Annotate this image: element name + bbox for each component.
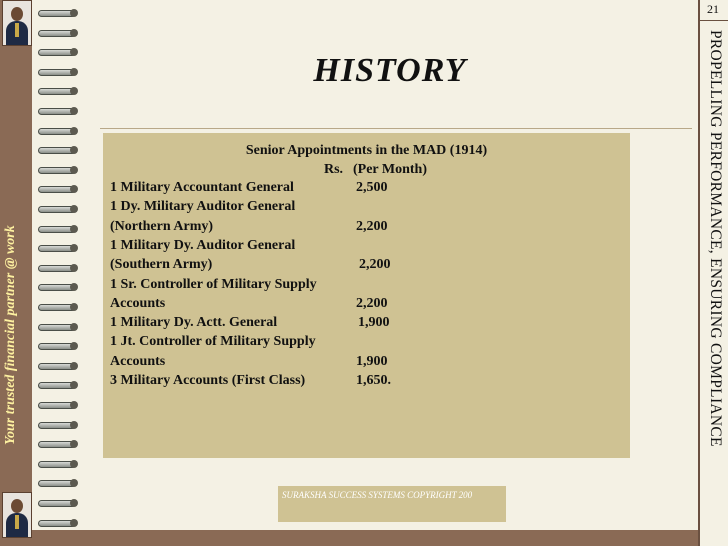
presenter-photo-top xyxy=(2,0,32,46)
spiral-ring xyxy=(36,380,80,390)
spiral-ring xyxy=(36,28,80,38)
ring-hole xyxy=(70,323,78,331)
appointment-label: (Southern Army) xyxy=(110,257,213,273)
spiral-ring xyxy=(36,322,80,332)
appointment-row xyxy=(110,180,388,196)
spiral-ring xyxy=(36,263,80,273)
ring-hole xyxy=(70,166,78,174)
ring-hole xyxy=(70,264,78,272)
appointment-row xyxy=(110,238,295,254)
appointment-label: 1 Jt. Controller of Military Supply xyxy=(110,334,316,350)
ring-hole xyxy=(70,225,78,233)
appointment-amount: 2,500 xyxy=(356,180,388,195)
appointment-amount: 2,200 xyxy=(356,218,388,234)
ring-hole xyxy=(70,48,78,56)
appointment-label: Accounts xyxy=(110,295,166,311)
ring-hole xyxy=(70,303,78,311)
rs-label: Rs. xyxy=(324,162,344,177)
appointment-row xyxy=(110,353,388,370)
appointment-label: Accounts xyxy=(110,353,166,369)
ring-hole xyxy=(70,421,78,429)
spiral-ring xyxy=(36,8,80,18)
ring-hole xyxy=(70,87,78,95)
appointment-row xyxy=(110,257,391,273)
ring-hole xyxy=(70,29,78,37)
appointment-row xyxy=(110,218,388,235)
appointment-row xyxy=(110,199,295,215)
copyright-text: SURAKSHA SUCCESS SYSTEMS COPYRIGHT 200 xyxy=(282,490,473,500)
presenter-photo-bottom xyxy=(2,492,32,538)
copyright-box xyxy=(278,486,506,522)
side-slogan: PROPELLING PERFORMANCE, ENSURING COMPLIANCE xyxy=(707,30,724,447)
spiral-ring xyxy=(36,282,80,292)
spiral-ring xyxy=(36,106,80,116)
page-number: 21 xyxy=(707,2,719,16)
appointment-label: (Northern Army) xyxy=(110,218,214,234)
spiral-ring xyxy=(36,302,80,312)
title-divider xyxy=(100,128,692,129)
ring-hole xyxy=(70,107,78,115)
ring-hole xyxy=(70,519,78,527)
appointment-amount: 1,900 xyxy=(356,353,388,369)
spiral-ring xyxy=(36,126,80,136)
spiral-ring xyxy=(36,145,80,155)
spiral-ring xyxy=(36,400,80,410)
ring-hole xyxy=(70,127,78,135)
appointment-row xyxy=(110,277,317,293)
spiral-ring xyxy=(36,341,80,351)
spiral-ring xyxy=(36,420,80,430)
spiral-ring xyxy=(36,47,80,57)
appointment-row xyxy=(110,315,390,331)
page-number-divider xyxy=(700,20,728,21)
appointment-row xyxy=(110,295,388,312)
appointment-amount: 1,900 xyxy=(358,315,390,331)
spiral-ring xyxy=(36,459,80,469)
photo-tie xyxy=(15,23,19,37)
appointment-label: 1 Sr. Controller of Military Supply xyxy=(110,276,317,292)
photo-tie xyxy=(15,515,19,529)
appointments-heading: Senior Appointments in the MAD (1914) xyxy=(245,143,488,158)
appointments-box xyxy=(103,133,630,458)
ring-hole xyxy=(70,460,78,468)
ring-hole xyxy=(70,479,78,487)
spiral-ring xyxy=(36,243,80,253)
appointment-row xyxy=(110,373,391,389)
appointment-label: 3 Military Accounts (First Class) xyxy=(110,373,306,388)
ring-hole xyxy=(70,185,78,193)
photo-head xyxy=(11,499,23,513)
ring-hole xyxy=(70,342,78,350)
ring-hole xyxy=(70,146,78,154)
ring-hole xyxy=(70,440,78,448)
ring-hole xyxy=(70,499,78,507)
appointment-label: 1 Military Accountant General xyxy=(110,180,294,195)
appointment-amount: 2,200 xyxy=(359,257,391,273)
spiral-ring xyxy=(36,498,80,508)
ring-hole xyxy=(70,381,78,389)
page-bottom-edge xyxy=(32,530,698,546)
spiral-ring xyxy=(36,518,80,528)
per-month-label: (Per Month) xyxy=(353,162,427,177)
spiral-ring xyxy=(36,224,80,234)
spiral-binding xyxy=(36,0,82,546)
photo-head xyxy=(11,7,23,21)
slide-title: HISTORY xyxy=(313,52,467,89)
spiral-ring xyxy=(36,165,80,175)
ring-hole xyxy=(70,205,78,213)
appointment-amount: 2,200 xyxy=(356,295,388,311)
appointment-row xyxy=(110,334,316,350)
appointment-label: 1 Military Dy. Auditor General xyxy=(110,237,296,253)
ring-hole xyxy=(70,401,78,409)
ring-hole xyxy=(70,283,78,291)
ring-hole xyxy=(70,362,78,370)
spiral-ring xyxy=(36,67,80,77)
appointment-amount: 1,650. xyxy=(356,373,391,388)
ring-hole xyxy=(70,244,78,252)
spiral-ring xyxy=(36,439,80,449)
spiral-ring xyxy=(36,478,80,488)
spiral-ring xyxy=(36,204,80,214)
spiral-ring xyxy=(36,361,80,371)
spiral-ring xyxy=(36,184,80,194)
spiral-ring xyxy=(36,86,80,96)
ring-hole xyxy=(70,9,78,17)
appointment-label: 1 Military Dy. Actt. General xyxy=(110,315,278,331)
appointment-label: 1 Dy. Military Auditor General xyxy=(110,199,296,215)
tagline: Your trusted financial partner @ work xyxy=(3,225,18,445)
ring-hole xyxy=(70,68,78,76)
